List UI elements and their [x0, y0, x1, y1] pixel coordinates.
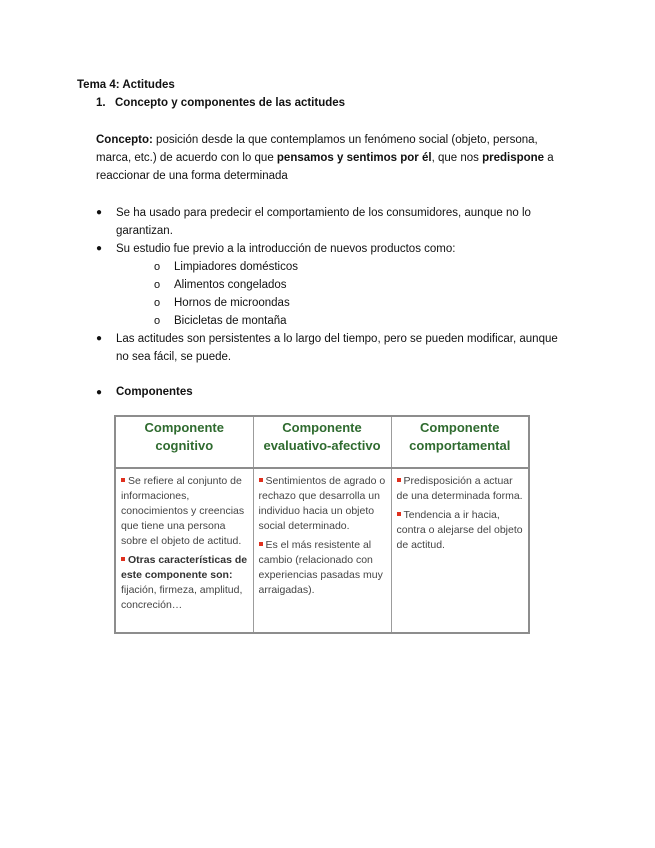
red-square-icon: [259, 542, 263, 546]
cell-cognitive: [115, 468, 253, 633]
circle-bullet-icon: o: [154, 279, 161, 291]
cell-text: fijación, firmeza, amplitud, concreción…: [121, 584, 243, 611]
bullet-text: Las actitudes son persistentes a lo largo del tiempo, pero se pueden modificar, aunque no sea fácil, se puede.: [116, 333, 558, 363]
circle-bullet-icon: o: [154, 261, 161, 273]
product-text: Alimentos congelados: [174, 279, 287, 291]
product-item: [116, 276, 571, 294]
circle-bullet-icon: o: [154, 315, 161, 327]
cell-text: Sentimientos de agrado o rechazo que desarrolla un individuo hacia un objeto social determinado.: [258, 475, 386, 532]
concept-text-1: posición desde la que contemplamos un fenómeno social (objeto, persona, marca, etc.) de acuerdo con lo que: [96, 134, 538, 164]
bullet-icon: ●: [96, 387, 103, 398]
list-item: [96, 204, 571, 240]
red-square-icon: [397, 478, 401, 482]
section-title: Concepto y componentes de las actitudes: [115, 97, 346, 109]
red-square-icon: [259, 478, 263, 482]
cell-behavioral: [391, 468, 529, 633]
cell-text: Predisposición a actuar de una determinada forma.: [396, 475, 523, 502]
bullet-icon: ●: [96, 207, 103, 218]
header-cognitive: Componente cognitivo: [115, 416, 253, 468]
bullet-icon: ●: [96, 333, 103, 344]
product-item: [116, 312, 571, 330]
components-heading: [96, 386, 193, 398]
concept-paragraph: [96, 131, 566, 185]
product-text: Bicicletas de montaña: [174, 315, 287, 327]
cell-text: Tendencia a ir hacia, contra o alejarse del objeto de actitud.: [396, 509, 523, 551]
concept-bold-2: predispone: [482, 152, 545, 164]
cell-bold-text: Otras características de este componente son:: [121, 554, 248, 581]
cell-affective: [253, 468, 391, 633]
cell-item: [259, 474, 387, 534]
product-item: [116, 258, 571, 276]
components-table: [114, 415, 530, 634]
header-affective: Componente evaluativo-afectivo: [253, 416, 391, 468]
product-item: [116, 294, 571, 312]
header-behavioral: Componente comportamental: [391, 416, 529, 468]
bullet-text: Su estudio fue previo a la introducción de nuevos productos como:: [116, 243, 456, 255]
components-label: Componentes: [116, 386, 193, 398]
section-number: 1.: [96, 97, 106, 109]
list-item: [96, 240, 571, 330]
cell-text: Es el más resistente al cambio (relacionado con experiencias pasadas muy arraigadas).: [258, 539, 383, 596]
section-heading: [96, 97, 345, 109]
cell-item: [121, 553, 249, 613]
product-text: Hornos de microondas: [174, 297, 290, 309]
bullet-list: [96, 204, 571, 366]
cell-item: [397, 508, 525, 553]
product-text: Limpiadores domésticos: [174, 261, 299, 273]
table-row: [115, 468, 529, 633]
concept-label: Concepto:: [96, 134, 153, 146]
red-square-icon: [121, 557, 125, 561]
table-header-row: [115, 416, 529, 468]
page-title: Tema 4: Actitudes: [77, 79, 175, 91]
product-list: [116, 258, 571, 330]
cell-item: [121, 474, 249, 549]
cell-text: Se refiere al conjunto de informaciones, conocimientos y creencias que tiene una persona sobre el objeto de actitud.: [121, 475, 245, 547]
concept-bold-1: pensamos y sentimos por él: [276, 152, 432, 164]
concept-text-2: , que nos: [431, 152, 483, 164]
bullet-text: Se ha usado para predecir el comportamiento de los consumidores, aunque no lo garantizan.: [116, 207, 531, 237]
concept-text-3: a reaccionar de una forma determinada: [96, 152, 554, 182]
red-square-icon: [121, 478, 125, 482]
red-square-icon: [397, 512, 401, 516]
cell-item: [259, 538, 387, 598]
circle-bullet-icon: o: [154, 297, 161, 309]
cell-item: [397, 474, 525, 504]
list-item: [96, 330, 571, 366]
bullet-icon: ●: [96, 243, 103, 254]
